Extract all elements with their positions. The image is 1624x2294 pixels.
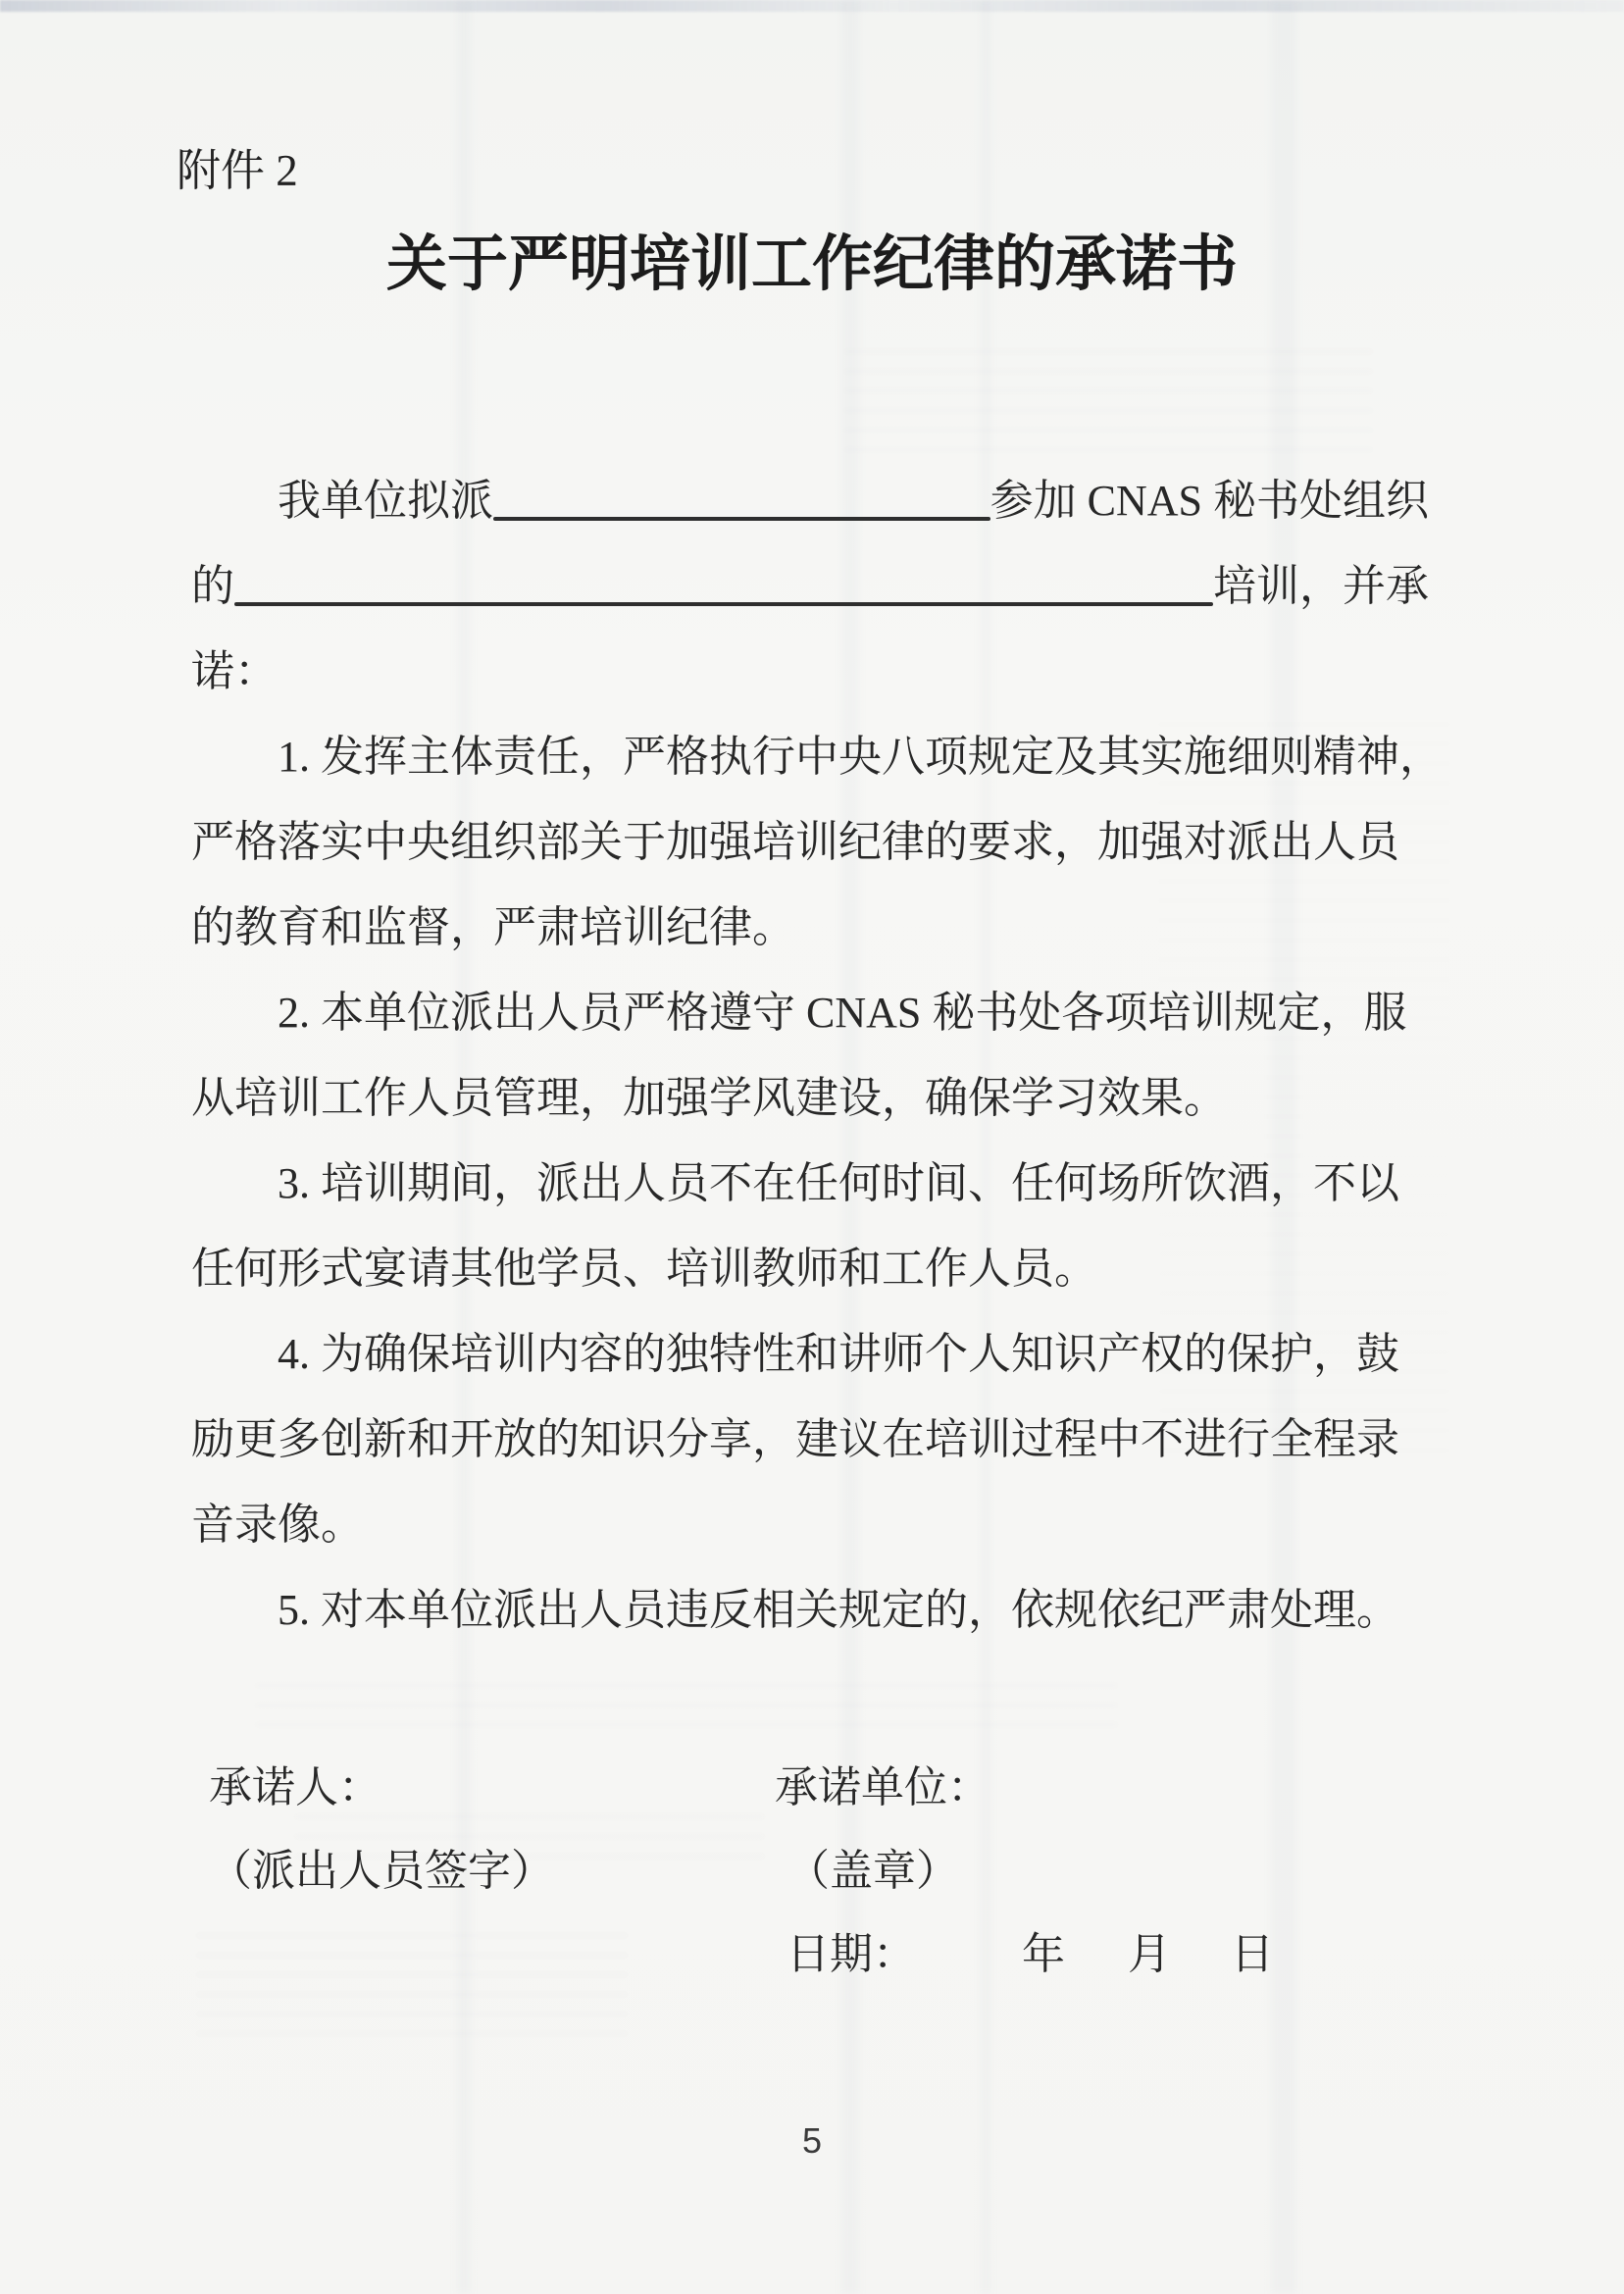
document-body bbox=[191, 458, 1443, 1653]
clause-line: 严格落实中央组织部关于加强培训纪律的要求，加强对派出人员 bbox=[191, 818, 1399, 866]
clause-line: 5. 对本单位派出人员违反相关规定的，依规依纪严肃处理。 bbox=[278, 1586, 1399, 1634]
clause-line: 1. 发挥主体责任，严格执行中央八项规定及其实施细则精神， bbox=[278, 733, 1443, 781]
clause-line: 2. 本单位派出人员严格遵守 CNAS 秘书处各项培训规定，服 bbox=[278, 989, 1407, 1037]
intro-line-3: 诺： bbox=[191, 647, 278, 695]
unit-note: （盖章） bbox=[787, 1847, 959, 1895]
signature-row-labels bbox=[191, 1746, 1429, 1829]
document-title: 关于严明培训工作纪律的承诺书 bbox=[385, 231, 1238, 298]
scan-top-edge-artifact bbox=[0, 0, 1624, 12]
first-line-indent bbox=[191, 458, 278, 543]
clause-line: 音录像。 bbox=[191, 1501, 364, 1549]
month-label: 月 bbox=[1128, 1930, 1171, 1978]
signature-row-notes bbox=[191, 1829, 1429, 1912]
date-label: 日期： bbox=[787, 1930, 916, 1978]
clause-line: 4. 为确保培训内容的独特性和讲师个人知识产权的保护，鼓 bbox=[278, 1330, 1399, 1378]
intro-line1-pre-text: 我单位拟派 bbox=[278, 477, 493, 525]
intro-line-2 bbox=[191, 543, 1429, 629]
promiser-label: 承诺人： bbox=[209, 1763, 381, 1811]
clause-line: 3. 培训期间，派出人员不在任何时间、任何场所饮酒，不以 bbox=[278, 1159, 1399, 1207]
clause-line: 的教育和监督，严肃培训纪律。 bbox=[191, 903, 795, 951]
intro-line-1 bbox=[191, 458, 1429, 543]
bleedthrough-artifact bbox=[843, 333, 1373, 451]
year-label: 年 bbox=[1022, 1930, 1065, 1978]
intro-line2-post-text: 培训，并承 bbox=[1213, 562, 1429, 610]
promiser-note: （派出人员签字） bbox=[209, 1847, 554, 1895]
signature-row-date bbox=[191, 1912, 1429, 1996]
intro-line1-post-text: 参加 CNAS 秘书处组织 bbox=[990, 477, 1429, 525]
trainee-name-blank bbox=[493, 458, 990, 543]
training-name-blank bbox=[234, 543, 1213, 629]
clause-line: 励更多创新和开放的知识分享，建议在培训过程中不进行全程录 bbox=[191, 1415, 1399, 1463]
bleedthrough-artifact bbox=[255, 1667, 1118, 1726]
attachment-label: 附件 2 bbox=[177, 146, 298, 195]
signature-section bbox=[191, 1746, 1429, 1996]
unit-label: 承诺单位： bbox=[775, 1763, 990, 1811]
page-number: 5 bbox=[801, 2120, 823, 2161]
clause-line: 从培训工作人员管理，加强学风建设，确保学习效果。 bbox=[191, 1074, 1227, 1122]
clause-line: 任何形式宴请其他学员、培训教师和工作人员。 bbox=[191, 1245, 1097, 1293]
day-label: 日 bbox=[1231, 1930, 1274, 1978]
intro-line2-pre-text: 的 bbox=[191, 562, 234, 610]
date-line bbox=[787, 1912, 1274, 1996]
